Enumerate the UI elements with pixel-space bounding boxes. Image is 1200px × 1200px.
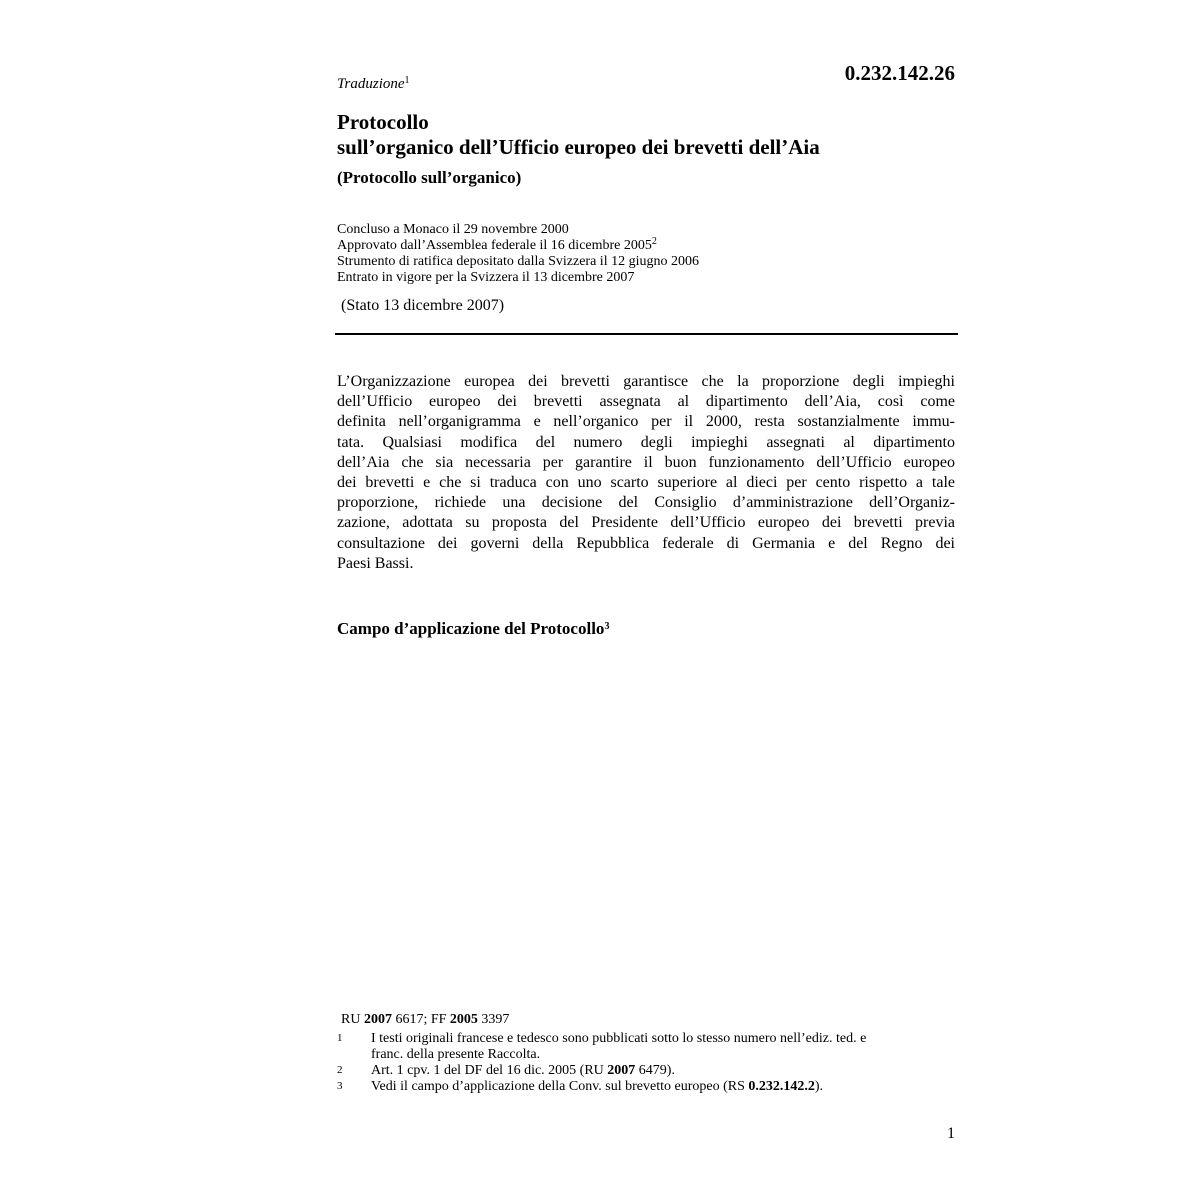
footnote-ref-3[interactable]: 3 — [604, 621, 610, 632]
body-paragraph — [337, 372, 955, 574]
footnote-pre: Vedi il campo d’applicazione della Conv. sul brevetto europeo (RS — [371, 1079, 745, 1094]
footnote-text — [371, 1079, 957, 1095]
in-force-line: Entrato in vigore per la Svizzera il 13 dicembre 2007 — [337, 270, 635, 285]
body-line: dei brevetti e che si traduca con uno scarto superiore al dieci per cento rispetto a tale — [337, 474, 955, 492]
footnote-text — [371, 1063, 957, 1079]
document-metadata — [337, 222, 699, 286]
footnote-number: 2 — [337, 1064, 343, 1076]
footnote-bold: 0.232.142.2 — [748, 1079, 815, 1094]
body-line: consultazione dei governi della Repubblica federale di Germania e del Regno dei — [337, 534, 955, 552]
ratification-line: Strumento di ratifica depositato dalla Svizzera il 12 giugno 2006 — [337, 254, 699, 269]
footnotes — [337, 1031, 957, 1095]
footnote-3 — [337, 1079, 957, 1095]
sr-number: 0.232.142.26 — [844, 61, 955, 85]
ff-year: 2005 — [449, 1012, 478, 1027]
footnote-line: I testi originali francese e tedesco sono pubblicati sotto lo stesso numero nell’ediz. ted. e — [371, 1031, 867, 1046]
body-line: zazione, adottata su proposta del Presidente dell’Ufficio europeo dei brevetti previa — [337, 514, 955, 532]
document-title — [337, 110, 820, 160]
footnote-number: 3 — [337, 1080, 343, 1092]
body-line: Paesi Bassi. — [337, 554, 414, 572]
status-date: (Stato 13 dicembre 2007) — [341, 297, 505, 314]
section-heading-text: Campo d’applicazione del Protocollo — [337, 619, 605, 638]
publication-reference — [341, 1011, 509, 1029]
footnote-number: 1 — [337, 1032, 343, 1044]
body-line: L’Organizzazione europea dei brevetti garantisce che la proporzione degli impieghi — [337, 373, 955, 390]
section-heading — [337, 617, 609, 641]
ru-label: RU — [341, 1012, 361, 1027]
footnote-pre: Art. 1 cpv. 1 del DF del 16 dic. 2005 (RU — [371, 1063, 604, 1078]
concluded-line: Concluso a Monaco il 29 novembre 2000 — [337, 222, 569, 237]
body-line: dell’Aia che sia necessaria per garantire il buon funzionamento dell’Ufficio europeo — [337, 453, 955, 471]
body-line: tata. Qualsiasi modifica del numero degli impieghi assegnati al dipartimento — [337, 433, 955, 451]
ru-year: 2007 — [363, 1012, 392, 1027]
body-line: dell’Ufficio europeo dei brevetti assegnata al dipartimento dell’Aia, così come — [337, 393, 955, 411]
ff-page: 3397 — [481, 1012, 510, 1027]
footnote-line: franc. della presente Raccolta. — [371, 1047, 541, 1062]
footnote-post: ). — [814, 1079, 824, 1094]
title-line-2: sull’organico dell’Ufficio europeo dei brevetti dell’Aia — [337, 135, 820, 159]
short-title: (Protocollo sull’organico) — [337, 168, 522, 187]
page-number: 1 — [947, 1125, 955, 1142]
footnote-ref-2[interactable]: 2 — [651, 236, 657, 247]
ru-page: 6617; FF — [395, 1012, 447, 1027]
footnote-text — [371, 1031, 957, 1063]
body-line: proporzione, richiede una decisione del Consiglio d’amministrazione dell’Organiz- — [337, 494, 955, 512]
separator-rule — [335, 333, 958, 335]
footnote-ref-1[interactable]: 1 — [404, 75, 410, 86]
translation-label — [337, 74, 410, 94]
translation-text: Traduzione — [337, 76, 405, 92]
footnote-1 — [337, 1031, 957, 1063]
title-line-1: Protocollo — [337, 110, 429, 134]
approved-line — [337, 238, 699, 254]
footnote-2 — [337, 1063, 957, 1079]
footnote-post: 6479). — [638, 1063, 675, 1078]
body-line: definita nell’organigramma e nell’organico per il 2000, resta sostanzialmente immu- — [337, 413, 955, 431]
approved-text: Approvato dall’Assemblea federale il 16 dicembre 2005 — [337, 238, 652, 253]
footnote-bold: 2007 — [607, 1063, 636, 1078]
